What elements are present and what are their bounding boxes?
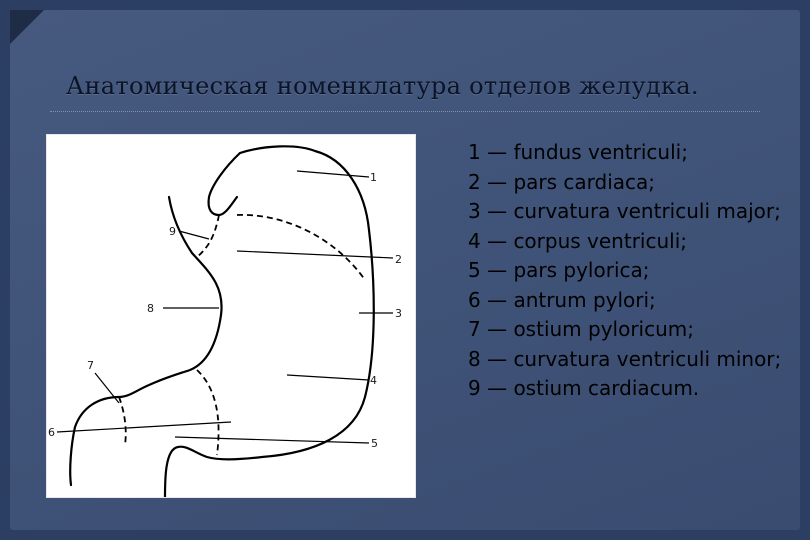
legend-item: 9 — ostium cardiacum.	[468, 376, 700, 400]
esophagus-inner-outline	[209, 153, 240, 215]
legend-item: 4 — corpus ventriculi;	[468, 228, 688, 253]
label-3: 3	[395, 307, 402, 320]
title-divider	[50, 111, 760, 112]
legend-item: 6 — antrum pylori;	[468, 287, 656, 312]
legend-item: 7 — ostium pyloricum;	[468, 317, 695, 341]
leader-line-2	[237, 251, 393, 258]
label-2: 2	[395, 253, 402, 266]
lesser-curvature-outline	[70, 197, 221, 485]
label-1: 1	[370, 171, 377, 184]
stomach-diagram	[46, 134, 416, 498]
legend-item: 8 — curvatura ventriculi minor;	[468, 346, 782, 371]
legend-item: 2 — pars cardiaca;	[468, 169, 656, 194]
cardiac-orifice-boundary	[197, 215, 219, 257]
legend-item: 5 — pars pylorica;	[468, 258, 650, 282]
label-6: 6	[48, 426, 55, 439]
pyloric-zone-boundary	[197, 370, 219, 455]
legend-item: 3 — curvatura ventriculi major;	[468, 199, 781, 223]
slide-title: Анатомическая номенклатура отделов желудка.	[66, 72, 699, 100]
legend-list	[468, 138, 798, 404]
pyloric-orifice-boundary	[119, 397, 126, 445]
corner-decoration	[10, 10, 44, 44]
cardiac-zone-boundary	[237, 215, 365, 280]
leader-line-1	[297, 171, 369, 177]
label-5: 5	[371, 437, 378, 450]
label-9: 9	[169, 225, 176, 238]
label-8: 8	[147, 302, 154, 315]
leader-line-4	[287, 375, 369, 380]
leader-line-6	[57, 422, 231, 432]
leader-line-5	[175, 437, 369, 443]
legend-item: 1 — fundus ventriculi;	[468, 140, 688, 164]
greater-curvature-outline	[165, 146, 374, 497]
label-4: 4	[370, 374, 377, 387]
label-7: 7	[87, 359, 94, 372]
stomach-drawing	[47, 135, 415, 497]
